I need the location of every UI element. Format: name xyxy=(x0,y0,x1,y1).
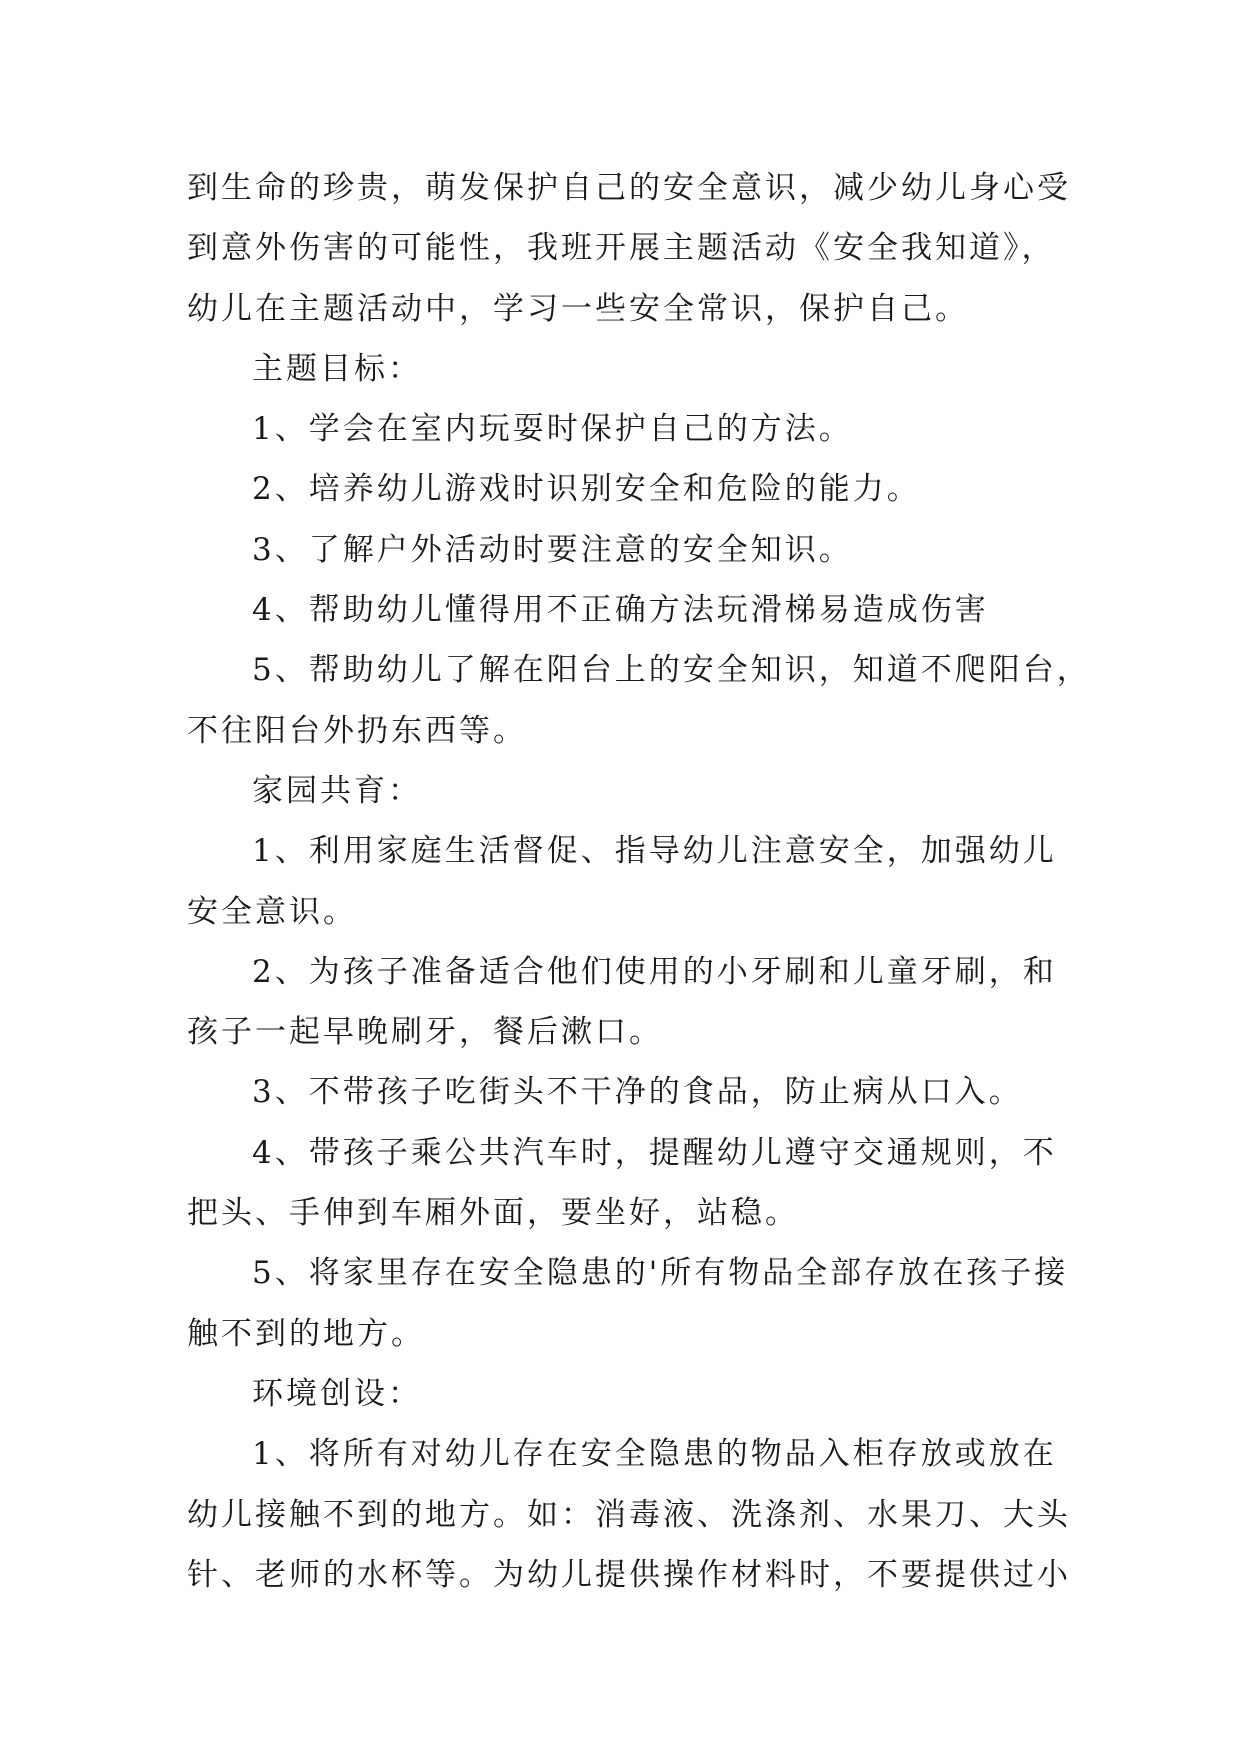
text-line: 2、培养幼儿游戏时识别安全和危险的能力。 xyxy=(252,471,921,508)
text-line: 到意外伤害的可能性，我班开展主题活动《安全我知道》， xyxy=(187,230,1056,267)
text-line: 1、利用家庭生活督促、指导幼儿注意安全，加强幼儿 xyxy=(252,833,1057,870)
text-line: 4、帮助幼儿懂得用不正确方法玩滑梯易造成伤害 xyxy=(252,592,989,629)
text-line: 到生命的珍贵，萌发保护自己的安全意识，减少幼儿身心受 xyxy=(187,170,1071,206)
text-line: 2、为孩子准备适合他们使用的小牙刷和儿童牙刷，和 xyxy=(252,953,1057,990)
text-line: 3、了解户外活动时要注意的安全知识。 xyxy=(252,531,853,568)
section-heading-environment: 环境创设： xyxy=(252,1375,422,1412)
text-line: 4、带孩子乘公共汽车时，提醒幼儿遵守交通规则，不 xyxy=(252,1134,1057,1171)
text-line: 5、帮助幼儿了解在阳台上的安全知识，知道不爬阳台， xyxy=(252,652,1091,689)
text-line: 1、将所有对幼儿存在安全隐患的物品入柜存放或放在 xyxy=(252,1436,1057,1473)
text-line: 不往阳台外扔东西等。 xyxy=(187,712,527,749)
text-line: 孩子一起早晚刷牙，餐后漱口。 xyxy=(187,1014,663,1051)
text-line: 把头、手伸到车厢外面，要坐好，站稳。 xyxy=(187,1195,799,1232)
text-line: 幼儿接触不到的地方。如：消毒液、洗涤剂、水果刀、大头 xyxy=(187,1496,1071,1533)
text-line: 触不到的地方。 xyxy=(187,1315,425,1352)
section-heading-goals: 主题目标： xyxy=(252,350,422,387)
text-line: 安全意识。 xyxy=(187,893,357,930)
text-line: 5、将家里存在安全隐患的'所有物品全部存放在孩子接 xyxy=(252,1255,1069,1292)
document-body xyxy=(187,158,1091,1605)
section-heading-home-school: 家园共育： xyxy=(252,772,422,809)
text-line: 幼儿在主题活动中，学习一些安全常识，保护自己。 xyxy=(187,290,969,327)
text-line: 针、老师的水杯等。为幼儿提供操作材料时，不要提供过小 xyxy=(187,1556,1071,1593)
text-line: 3、不带孩子吃街头不干净的食品，防止病从口入。 xyxy=(252,1074,1023,1111)
text-line: 1、学会在室内玩耍时保护自己的方法。 xyxy=(252,411,853,448)
